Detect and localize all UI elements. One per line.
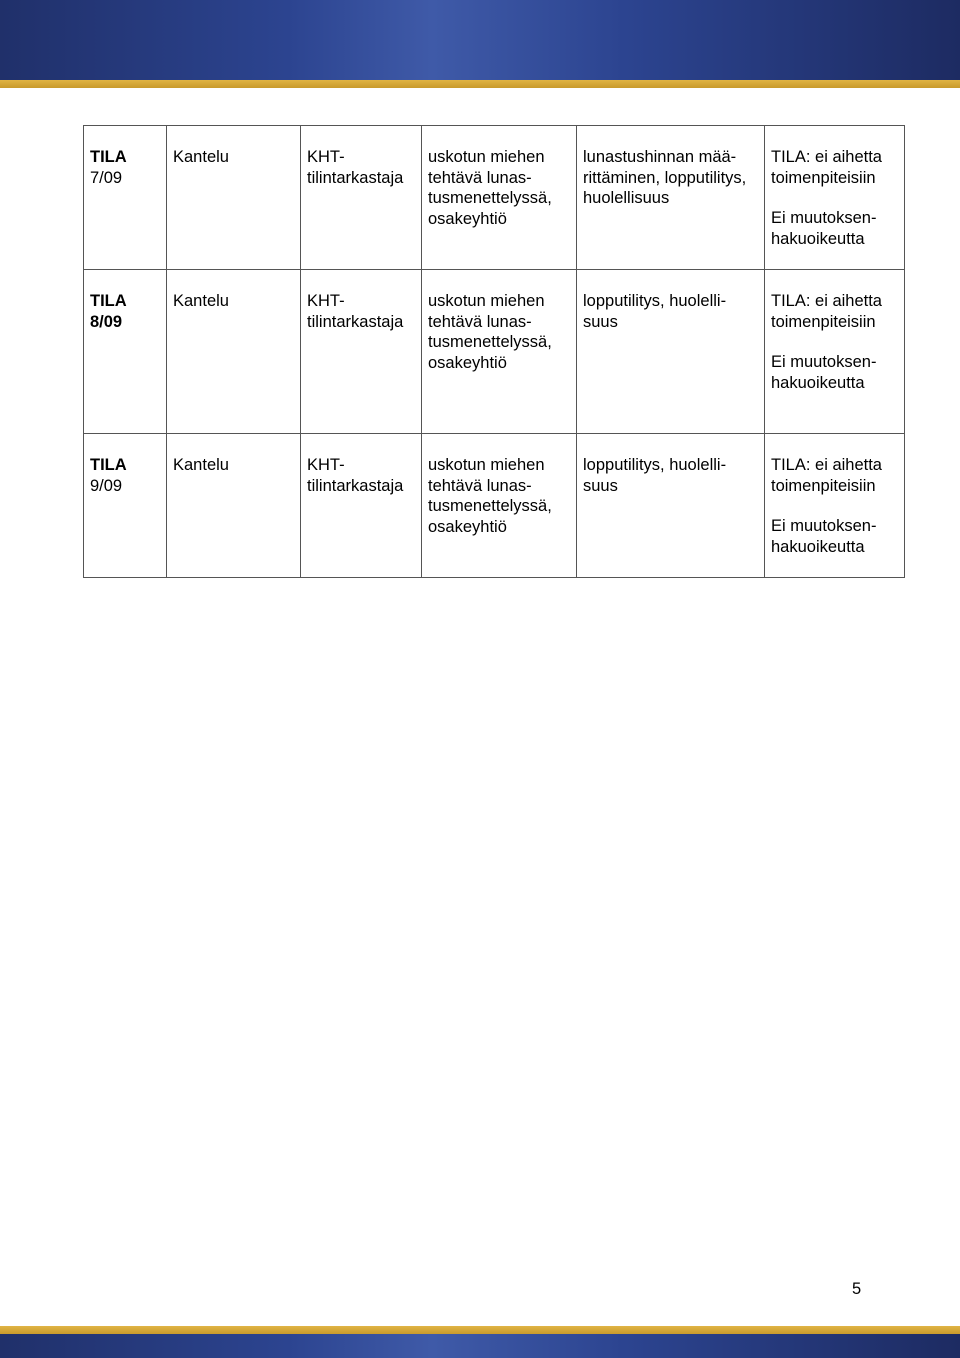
page-number: 5 bbox=[852, 1280, 862, 1298]
issue-cell bbox=[577, 270, 765, 434]
subject-line: uskotun miehen bbox=[428, 148, 545, 166]
party-line: KHT- bbox=[307, 292, 345, 310]
table-row bbox=[84, 126, 905, 270]
party-line: KHT- bbox=[307, 148, 345, 166]
issue-cell bbox=[577, 126, 765, 270]
subject-cell bbox=[422, 126, 577, 270]
case-number: 8/09 bbox=[90, 312, 123, 331]
issue-line: lunastushinnan mää- bbox=[583, 148, 737, 166]
case-id-cell bbox=[84, 270, 167, 434]
decision-line: toimenpiteisiin bbox=[771, 312, 876, 331]
case-number: 9/09 bbox=[90, 476, 123, 495]
subject-cell bbox=[422, 434, 577, 578]
party-line: KHT- bbox=[307, 456, 345, 474]
decision-cell bbox=[765, 270, 905, 434]
issue-line: suus bbox=[583, 312, 618, 331]
party-line: tilintarkastaja bbox=[307, 312, 404, 331]
issue-cell bbox=[577, 434, 765, 578]
subject-line: tusmenettelyssä, bbox=[428, 333, 552, 351]
case-number: 7/09 bbox=[90, 168, 123, 187]
subject-cell bbox=[422, 270, 577, 434]
case-type-cell bbox=[167, 270, 301, 434]
decision-line: toimenpiteisiin bbox=[771, 476, 876, 495]
issue-line: lopputilitys, huolelli- bbox=[583, 456, 727, 474]
appeal-line: hakuoikeutta bbox=[771, 229, 865, 248]
footer-band bbox=[0, 1334, 960, 1358]
case-type: Kantelu bbox=[173, 292, 229, 310]
decision-line: TILA: ei aihetta bbox=[771, 292, 882, 310]
appeal-line: Ei muutoksen- bbox=[771, 209, 877, 227]
subject-line: osakeyhtiö bbox=[428, 353, 507, 372]
case-prefix: TILA bbox=[90, 456, 127, 474]
header-stripe bbox=[0, 80, 960, 88]
appeal-line: hakuoikeutta bbox=[771, 537, 865, 556]
subject-line: osakeyhtiö bbox=[428, 209, 507, 228]
decision-cell bbox=[765, 434, 905, 578]
appeal-line: hakuoikeutta bbox=[771, 373, 865, 392]
subject-line: osakeyhtiö bbox=[428, 517, 507, 536]
table-row bbox=[84, 270, 905, 434]
issue-line: huolellisuus bbox=[583, 189, 670, 207]
subject-line: tehtävä lunas- bbox=[428, 476, 532, 495]
cases-table bbox=[83, 125, 905, 578]
party-cell bbox=[301, 126, 422, 270]
case-type: Kantelu bbox=[173, 148, 229, 166]
case-prefix: TILA bbox=[90, 148, 127, 166]
case-id-cell bbox=[84, 434, 167, 578]
subject-line: uskotun miehen bbox=[428, 292, 545, 310]
issue-line: lopputilitys, huolelli- bbox=[583, 292, 727, 310]
party-cell bbox=[301, 434, 422, 578]
appeal-line: Ei muutoksen- bbox=[771, 353, 877, 371]
case-prefix: TILA bbox=[90, 292, 127, 310]
header-band bbox=[0, 0, 960, 80]
party-line: tilintarkastaja bbox=[307, 168, 404, 187]
party-cell bbox=[301, 270, 422, 434]
subject-line: tehtävä lunas- bbox=[428, 312, 532, 331]
case-id-cell bbox=[84, 126, 167, 270]
decision-line: toimenpiteisiin bbox=[771, 168, 876, 187]
footer-stripe bbox=[0, 1326, 960, 1334]
case-type-cell bbox=[167, 434, 301, 578]
subject-line: tehtävä lunas- bbox=[428, 168, 532, 187]
subject-line: tusmenettelyssä, bbox=[428, 497, 552, 515]
decision-line: TILA: ei aihetta bbox=[771, 148, 882, 166]
decision-cell bbox=[765, 126, 905, 270]
party-line: tilintarkastaja bbox=[307, 476, 404, 495]
subject-line: tusmenettelyssä, bbox=[428, 189, 552, 207]
table-row bbox=[84, 434, 905, 578]
subject-line: uskotun miehen bbox=[428, 456, 545, 474]
decision-line: TILA: ei aihetta bbox=[771, 456, 882, 474]
case-type-cell bbox=[167, 126, 301, 270]
case-type: Kantelu bbox=[173, 456, 229, 474]
issue-line: rittäminen, lopputilitys, bbox=[583, 168, 747, 187]
issue-line: suus bbox=[583, 476, 618, 495]
appeal-line: Ei muutoksen- bbox=[771, 517, 877, 535]
